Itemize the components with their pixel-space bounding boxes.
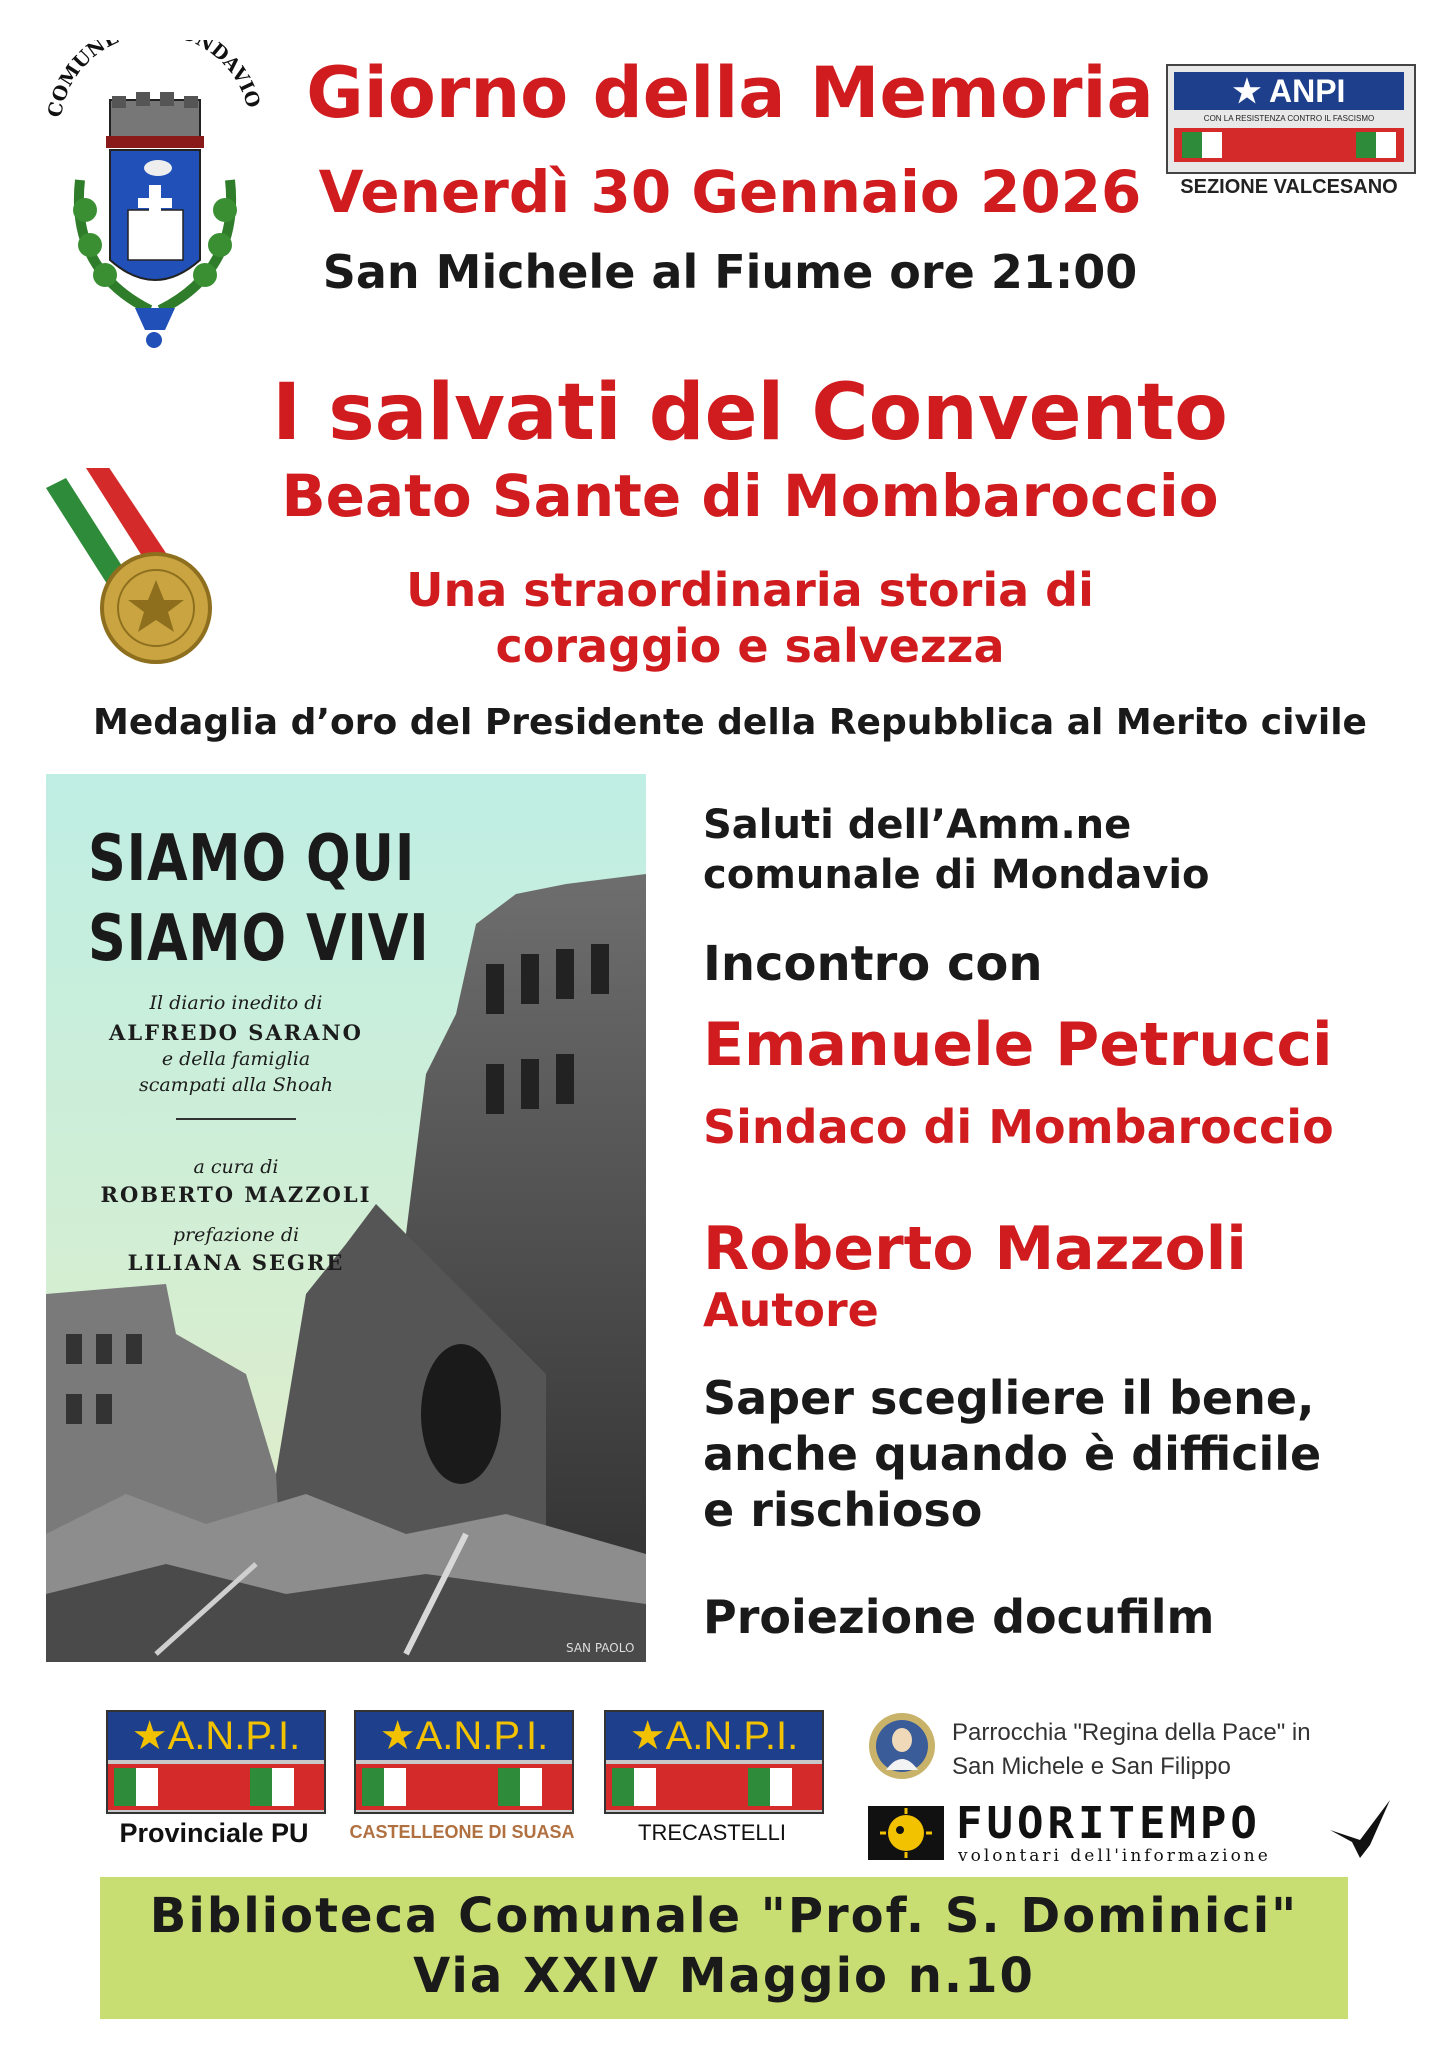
- publisher-mark: SAN PAOLO: [566, 1641, 635, 1655]
- speaker-2-name: Roberto Mazzoli: [703, 1214, 1247, 1284]
- fuoritempo-logo-icon: [868, 1806, 944, 1860]
- anpi-trecastelli-caption: TRECASTELLI: [638, 1820, 786, 1845]
- anpi-provinciale-caption: Provinciale PU: [119, 1818, 309, 1848]
- parish-name: [952, 1716, 1372, 1784]
- book-curator-label: a cura di: [193, 1156, 279, 1178]
- meeting-label: Incontro con: [703, 936, 1043, 992]
- comune-name: COMUN NDAVIO: [43, 40, 265, 120]
- tagline-line-1: Una straordinaria storia di: [406, 563, 1094, 617]
- motto-line-2: anche quando è difficile: [703, 1427, 1322, 1481]
- anpi-valcesano-logo: [1166, 64, 1412, 204]
- anpi-castelleone-caption: CASTELLEONE DI SUASA: [349, 1822, 575, 1842]
- event-title: I salvati del Convento: [272, 368, 1228, 458]
- anpi-label: ★A.N.P.I.: [606, 1712, 822, 1760]
- greetings-line-2: comunale di Mondavio: [703, 852, 1210, 898]
- event-day-title: Giorno della Memoria: [306, 52, 1154, 134]
- book-curator: ROBERTO MAZZOLI: [100, 1182, 372, 1207]
- speaker-1-role: Sindaco di Mombaroccio: [703, 1100, 1334, 1154]
- speaker-1-name: Emanuele Petrucci: [703, 1010, 1333, 1080]
- book-preface: LILIANA SEGRE: [127, 1250, 345, 1275]
- parish-line-1: Parrocchia "Regina della Pace" in: [952, 1719, 1311, 1746]
- book-desc-3: e della famiglia: [161, 1048, 311, 1070]
- anpi-label: ★A.N.P.I.: [356, 1712, 572, 1760]
- book-cover: [46, 774, 646, 1662]
- anpi-provinciale-logo: [106, 1710, 326, 1814]
- fuoritempo-tagline: volontari dell'informazione: [958, 1846, 1271, 1866]
- fuoritempo-name: FUORITEMPO: [956, 1798, 1261, 1849]
- parish-icon: [868, 1712, 936, 1780]
- book-title-line-2: SIAMO VIVI: [88, 902, 430, 976]
- motto: [703, 1370, 1423, 1538]
- greetings-line-1: Saluti dell’Amm.ne: [703, 802, 1132, 848]
- event-place-time: San Michele al Fiume ore 21:00: [322, 245, 1138, 299]
- barbed-wire-divider: [176, 1118, 296, 1120]
- anpi-label: ★A.N.P.I.: [108, 1712, 324, 1760]
- book-desc-2: ALFREDO SARANO: [109, 1020, 363, 1045]
- book-desc-4: scampati alla Shoah: [138, 1074, 334, 1096]
- anpi-castelleone-logo: [354, 1710, 574, 1814]
- flag-stripes: [356, 1764, 572, 1810]
- venue-address: Via XXIV Maggio n.10: [413, 1948, 1035, 2004]
- screening-label: Proiezione docufilm: [703, 1590, 1215, 1644]
- event-subtitle: Beato Sante di Mombaroccio: [281, 462, 1219, 530]
- medal-award-text: Medaglia d’oro del Presidente della Repubblica al Merito civile: [93, 702, 1367, 743]
- italian-flag-stripes: [1174, 128, 1404, 162]
- motto-line-3: e rischioso: [703, 1483, 983, 1537]
- anpi-section-label: SEZIONE VALCESANO: [1180, 176, 1398, 198]
- speaker-2-role: Autore: [703, 1283, 879, 1337]
- motto-line-1: Saper scegliere il bene,: [703, 1371, 1315, 1425]
- comune-logo: [40, 40, 270, 360]
- tagline-line-2: coraggio e salvezza: [495, 619, 1005, 673]
- anpi-top-label: ★ ANPI: [1174, 72, 1404, 110]
- event-date: Venerdì 30 Gennaio 2026: [318, 158, 1142, 226]
- parish-line-2: San Michele e San Filippo: [952, 1753, 1231, 1780]
- crane-icon: [1330, 1800, 1390, 1860]
- greetings: [703, 800, 1423, 900]
- book-desc-1: Il diario inedito di: [149, 992, 323, 1014]
- flag-stripes: [108, 1764, 324, 1810]
- anpi-trecastelli-logo: [604, 1710, 824, 1814]
- anpi-tagline: CON LA RESISTENZA CONTRO IL FASCISMO: [1203, 114, 1375, 123]
- venue-name: Biblioteca Comunale "Prof. S. Dominici": [149, 1888, 1299, 1944]
- book-title-line-1: SIAMO QUI: [88, 822, 416, 896]
- event-tagline: [190, 562, 1310, 674]
- flag-stripes: [606, 1764, 822, 1810]
- book-preface-label: prefazione di: [172, 1224, 300, 1246]
